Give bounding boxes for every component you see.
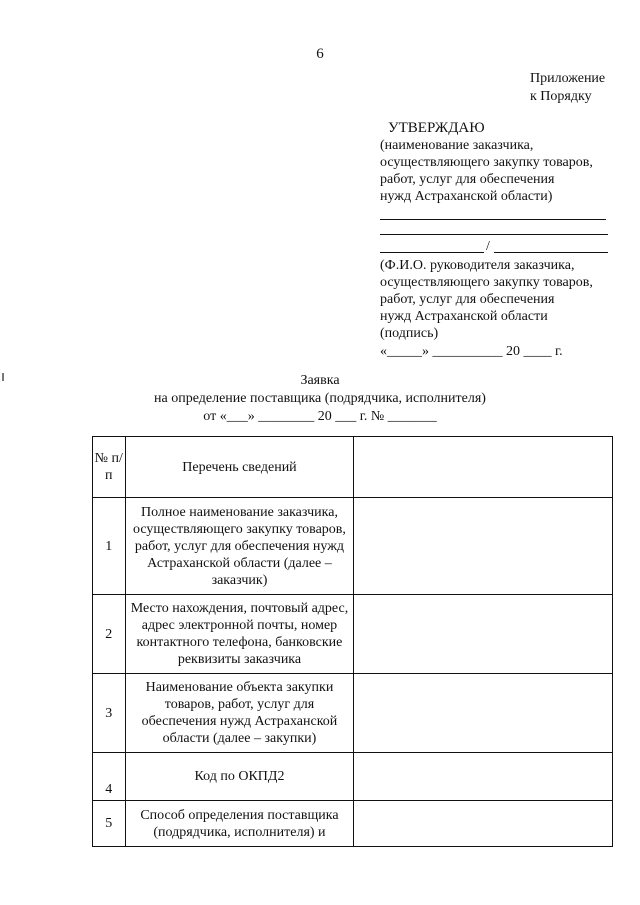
row-value-field[interactable]	[354, 753, 613, 801]
table-row	[93, 753, 613, 801]
request-date-number[interactable]: от «___» ________ 20 ___ г. № _______	[203, 409, 437, 424]
customer-note-1: (наименование заказчика,	[380, 138, 534, 153]
approval-title: УТВЕРЖДАЮ	[388, 120, 485, 136]
row-num: 5	[93, 801, 126, 847]
appendix-line-1: Приложение	[530, 71, 606, 86]
fio-field[interactable]	[494, 252, 608, 253]
table-row	[93, 674, 613, 753]
request-subtitle: на определение поставщика (подрядчика, исполнителя)	[154, 391, 486, 406]
request-form-table	[92, 436, 613, 847]
row-value-field[interactable]	[354, 674, 613, 753]
head-note-4: нужд Астраханской области	[380, 309, 548, 324]
row-value-field[interactable]	[354, 498, 613, 595]
head-note-3: работ, услуг для обеспечения	[380, 292, 555, 307]
customer-note-3: работ, услуг для обеспечения	[380, 172, 555, 187]
table-row	[93, 595, 613, 674]
header-num: № п/п	[93, 437, 126, 498]
appendix-line-2: к Порядку	[530, 89, 592, 104]
table-row	[93, 498, 613, 595]
row-name: Место нахождения, почтовый адрес, адрес электронной почты, номер контактного телефона, банковские реквизиты заказчика	[125, 595, 354, 674]
request-title: Заявка	[300, 373, 340, 388]
row-name: Полное наименование заказчика, осуществляющего закупку товаров, работ, услуг для обеспечения нужд Астраханской области (далее – заказчик)	[125, 498, 354, 595]
row-value-field[interactable]	[354, 801, 613, 847]
slash-separator: /	[486, 239, 490, 254]
header-value	[354, 437, 613, 498]
signature-label: (подпись)	[380, 326, 439, 341]
customer-note-4: нужд Астраханской области)	[380, 189, 553, 204]
page-number: 6	[316, 46, 324, 62]
request-heading	[0, 372, 640, 426]
row-name: Способ определения поставщика (подрядчика, исполнителя) и	[125, 801, 354, 847]
row-name: Наименование объекта закупки товаров, работ, услуг для обеспечения нужд Астраханской области (далее – закупки)	[125, 674, 354, 753]
signature-fio-row	[380, 237, 608, 255]
row-num: 1	[93, 498, 126, 595]
signature-field[interactable]	[380, 252, 484, 253]
row-num: 4	[93, 753, 126, 801]
customer-name-field-2[interactable]	[380, 234, 608, 235]
row-value-field[interactable]	[354, 595, 613, 674]
approval-date-line[interactable]: «_____» __________ 20 ____ г.	[380, 344, 563, 359]
row-num: 3	[93, 674, 126, 753]
head-note-2: осуществляющего закупку товаров,	[380, 275, 593, 290]
head-note	[380, 257, 620, 325]
table-row	[93, 801, 613, 847]
customer-note-2: осуществляющего закупку товаров,	[380, 155, 593, 170]
header-name: Перечень сведений	[125, 437, 354, 498]
row-num: 2	[93, 595, 126, 674]
row-name: Код по ОКПД2	[125, 753, 354, 801]
appendix-caption	[530, 70, 605, 106]
approval-block	[380, 120, 620, 360]
customer-name-field[interactable]	[380, 219, 606, 220]
head-note-1: (Ф.И.О. руководителя заказчика,	[380, 258, 575, 273]
table-header-row	[93, 437, 613, 498]
